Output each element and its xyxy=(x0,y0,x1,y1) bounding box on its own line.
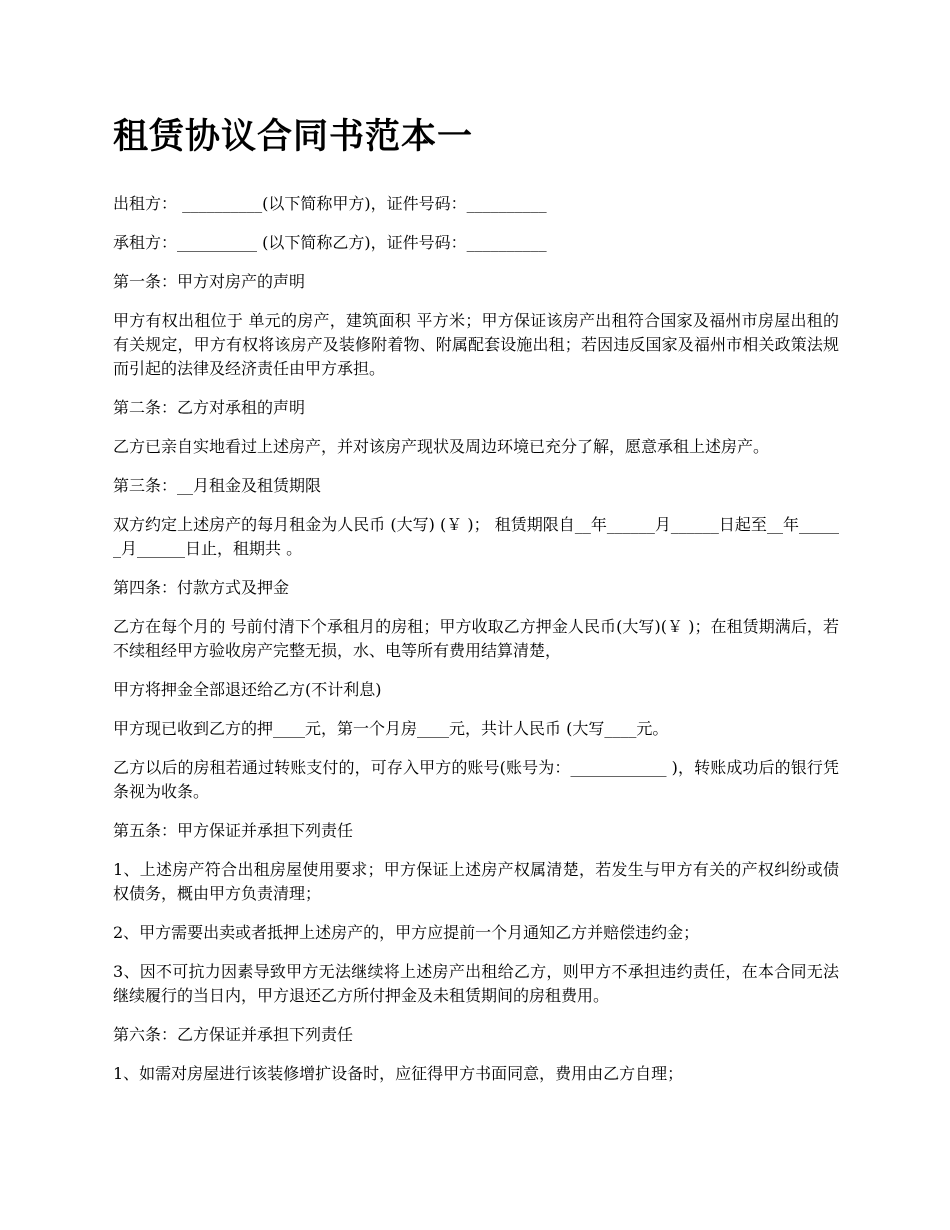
article-4-heading: 第四条：付款方式及押金 xyxy=(113,578,290,597)
article-1-body: 甲方有权出租位于 单元的房产，建筑面积 平方米；甲方保证该房产出租符合国家及福州市房屋出租的有关规定，甲方有权将该房产及装修附着物、附属配套设施出租；若因违反国家及福州市相关政策法规而引起的法律及经济责任由甲方承担。 xyxy=(113,311,839,378)
article-6-heading: 第六条：乙方保证并承担下列责任 xyxy=(113,1025,354,1044)
article-2-body: 乙方已亲自实地看过上述房产，并对该房产现状及周边环境已充分了解，愿意承租上述房产。 xyxy=(113,437,770,456)
article-4-deposit-return: 甲方将押金全部退还给乙方(不计利息) xyxy=(113,680,382,699)
article-3-heading: 第三条：__月租金及租赁期限 xyxy=(113,476,322,495)
article-5-heading: 第五条：甲方保证并承担下列责任 xyxy=(113,821,354,840)
article-4-transfer: 乙方以后的房租若通过转账支付的，可存入甲方的账号(账号为：____________ )，转账成功后的银行凭条视为收条。 xyxy=(113,758,839,801)
article-5-item-3: 3、因不可抗力因素导致甲方无法继续将上述房产出租给乙方，则甲方不承担违约责任，在本合同无法继续履行的当日内，甲方退还乙方所付押金及未租赁期间的房租费用。 xyxy=(113,962,839,1005)
lessee-line: 承租方：__________ (以下简称乙方)，证件号码：__________ xyxy=(113,233,547,252)
document-page xyxy=(113,112,839,1101)
article-2-heading: 第二条：乙方对承租的声明 xyxy=(113,398,306,417)
article-1-heading: 第一条：甲方对房产的声明 xyxy=(113,272,306,291)
article-3-body: 双方约定上述房产的每月租金为人民币 (大写) (￥ )； 租赁期限自__年______月______日起至__年______月______日止，租期共 。 xyxy=(113,515,839,558)
lessor-line: 出租方： __________(以下简称甲方)，证件号码：__________ xyxy=(113,194,547,213)
document-title: 租赁协议合同书范本一 xyxy=(113,116,474,157)
article-4-body: 乙方在每个月的 号前付清下个承租月的房租；甲方收取乙方押金人民币(大写)(￥ )；在租赁期满后，若不续租经甲方验收房产完整无损，水、电等所有费用结算清楚， xyxy=(113,617,839,660)
article-6-item-1: 1、如需对房屋进行该装修增扩设备时，应征得甲方书面同意，费用由乙方自理； xyxy=(113,1064,684,1083)
article-5-item-2: 2、甲方需要出卖或者抵押上述房产的，甲方应提前一个月通知乙方并赔偿违约金； xyxy=(113,923,700,942)
article-4-received: 甲方现已收到乙方的押____元，第一个月房____元，共计人民币 (大写____元。 xyxy=(113,719,669,738)
article-5-item-1: 1、上述房产符合出租房屋使用要求；甲方保证上述房产权属清楚，若发生与甲方有关的产权纠纷或债权债务，概由甲方负责清理； xyxy=(113,860,839,903)
